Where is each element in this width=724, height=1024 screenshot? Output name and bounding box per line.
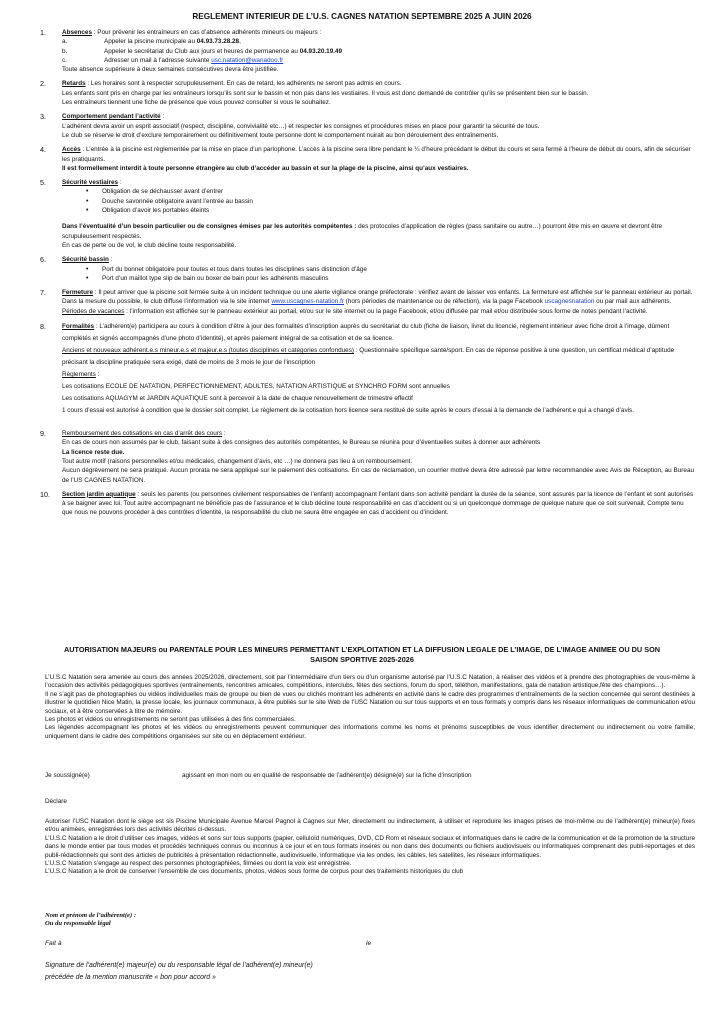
- rule-fermeture: [0, 288, 724, 316]
- rule-bold-line: La licence reste due.: [62, 448, 125, 456]
- authorization-title-line2: SAISON SPORTIVE 2025-2026: [310, 655, 414, 664]
- bullet-icon: •: [86, 188, 89, 196]
- rule-number: 5.: [40, 178, 46, 188]
- bullet-icon: •: [86, 274, 89, 282]
- rule-text: : L’entrée à la piscine est règlementée par la mise en place d’un parlophone. L’accès à la piscine sera libre pendant le ¼ d’heure précédant le début du cours et sera fermé à l’heure de début du cours, afin de sécuriser les pratiquants.: [62, 146, 691, 163]
- rule-number: 9.: [40, 429, 46, 439]
- rule-line: Les cotisations ECOLE DE NATATION, PERFECTIONNEMENT, ADULTES, NATATION ARTISTIQUE et SYNCHRO FORM sont annuelles: [62, 383, 450, 391]
- rule-line: Les cotisations AQUAGYM et JARDIN AQUATIQUE sont à percevoir à la date de chaque renouvellement de trimestre effectif: [62, 395, 413, 403]
- rule-line: 1 cours d’essai est autorisé à condition que le dossier soit complet. Le règlement de la cotisation hors licence sera restitué de suite après le cours d’essai à la demande de l’adhérent.e qui a changé d’avis.: [62, 407, 634, 415]
- bullet-text: Obligation d’avoir les portables éteints: [102, 207, 210, 215]
- sub-item: [62, 56, 694, 65]
- rule-text: (hors périodes de maintenance ou de réfection), via la page Facebook: [343, 298, 545, 306]
- document-title: REGLEMENT INTERIEUR DE L’U.S. CAGNES NATATION SEPTEMBRE 2025 A JUIN 2026: [192, 12, 532, 21]
- sub-text: Appeler le secrétariat du Club aux jours et heures de permanence au: [104, 47, 300, 55]
- rules-list: [0, 28, 724, 523]
- rule-text: : seuls les parents (ou personnes civilement responsables de l’enfant) accompagnant l’enfant dans son activité pendant la durée de la séance, sont assurés par la licence de l’enfant et sont autorisés à se baigner avec lui. Tout autre accompagnant ne bénéficie pas de l’assurance et le club décline toute responsabilité en cas d’accident ou si un quelconque dommage de quelque nature que ce soit survenait. Compte tenu que nous ne pouvons procéder à des contrôles d’identité, la responsabilité du club ne saura être engagée en cas d’accident ou d’incident.: [62, 490, 694, 517]
- rule-line: L’adhérent devra avoir un esprit associatif (respect, discipline, convivialité etc…) et respecter les consignes et procédures mises en place pour garantir la sécurité de tous.: [62, 122, 540, 130]
- sub-after: ,: [239, 38, 241, 46]
- paragraph: Les photos et vidéos ou enregistrements ne seront pas utilisées à des fins commerciales.: [45, 716, 296, 724]
- rule-subheading: Anciens et nouveaux adhérent.e.s mineur.e.s et majeur.e.s (toutes disciplines et catégories confondues): [62, 347, 354, 355]
- le-label: le: [366, 940, 372, 947]
- rule-text: :: [160, 113, 165, 121]
- rule-number: 6.: [40, 255, 46, 265]
- signature-line2: précédée de la mention manuscrite « bon pour accord »: [45, 973, 216, 981]
- declare-label: Déclare: [45, 798, 67, 805]
- authorization-title-line1: AUTORISATION MAJEURS ou PARENTALE POUR LES MINEURS PERMETTANT L’EXPLOITATION ET LA DIFFUSION LEGALE DE L’IMAGE, DE L’IMAGE ANIMEE OU DU SON: [63, 645, 661, 654]
- bullet-item: [62, 187, 694, 196]
- authorization-paragraphs-2: [45, 818, 695, 877]
- rule-heading: Section jardin aquatique: [62, 490, 136, 498]
- rule-number: 7.: [40, 288, 46, 298]
- rule-text: :: [95, 371, 100, 379]
- rule-heading: Sécurité bassin: [62, 256, 109, 264]
- rule-subheading: Périodes de vacances: [62, 307, 125, 315]
- sub-letter: a.: [62, 38, 68, 46]
- rule-text: :: [118, 179, 122, 187]
- sub-item: [62, 47, 694, 56]
- rule-number: 4.: [40, 145, 46, 155]
- rule-text: : l’information est affichée sur le panneau extérieur au portail, et/ou sur le site internet ou la page Facebook, et/ou diffusée par mail et/ou distribuée sous forme de notes pendant l’activité.: [124, 307, 648, 315]
- bullet-item: [62, 197, 694, 206]
- bullet-text: Obligation de se déchausser avant d’entrer: [102, 188, 223, 196]
- rule-heading: Formalités: [62, 323, 95, 331]
- rule-line: Les entraîneurs tiennent une fiche de présence que vous pouvez consulter si vous le souhaitez.: [62, 99, 331, 107]
- bullet-text: Port d’un maillot type slip de bain ou boxer de bain pour les adhérents masculins: [102, 274, 329, 282]
- rule-line: Aucun dégrèvement ne sera pratiqué. Aucun prorata ne sera appliqué sur le paiement des cotisations. En cas de réclamation, un courrier motivé devra être adressé par lettre recommandée avec Avis de Réception, au Bureau de l’US CAGNES NATATION.: [62, 467, 694, 484]
- rule-number: 1.: [40, 28, 46, 37]
- rule-text: : Il peut arriver que la piscine soit fermée suite à un incident technique ou une alerte vigilance orange préfectorale : vérifiez avant de laisser vos enfants. La fermeture est affichée sur le panneau extérieur au portail. Dans la mesure du possible, le club diffuse l’information via le site internet: [62, 289, 693, 306]
- sub-item: [62, 37, 694, 46]
- bullet-item: [62, 265, 694, 274]
- rule-text: : Questionnaire spécifique santé/sport. En cas de réponse positive à une question, un certificat médical d’aptitude précisant la discipline pratiquée sera exigé, daté de moins de 3 mois le jour de l’inscription: [62, 347, 675, 367]
- rule-securite-vestiaires: [0, 178, 724, 250]
- facebook-link[interactable]: uscagnesnatation: [544, 298, 595, 306]
- bullet-item: [62, 206, 694, 215]
- rule-text: : Les horaires sont à respecter scrupuleusement. En cas de retard, les adhérents ne seront pas admis en cours.: [85, 80, 402, 88]
- rule-number: 10.: [40, 489, 50, 499]
- rule-text: ou par mail aux adhérents.: [594, 298, 672, 306]
- rule-text: des protocoles d’application de règles (pass sanitaire ou autre…) pourront être mis en œuvre et devront être scrupuleusement respectés.: [62, 223, 663, 240]
- nom-line1: Nom et prénom de l’adhérent(e) :: [45, 912, 137, 919]
- nom-line2: Ou du responsable légal: [45, 920, 111, 928]
- rule-acces: [0, 145, 724, 173]
- phone-secretariat: 04.93.20.19.49: [299, 47, 343, 55]
- rule-comportement: [0, 112, 724, 140]
- nom-prenom-label: [45, 912, 136, 929]
- paragraph: Les légendes accompagnant les photos et les vidéos ou enregistrements peuvent communiquer des informations comme les noms et prénoms susceptibles de vous identifier directement ou indirectement ou votre famille, uniquement dans le cadre des compétitions organisées sur site ou en déplacement extérieur.: [45, 724, 695, 740]
- rule-jardin-aquatique: [0, 490, 724, 518]
- paragraph: L’U.S.C Natation s’engage au respect des personnes photographiées, filmées ou dont la voix est enregistrée.: [45, 860, 352, 868]
- rule-text: Toute absence supérieure à deux semaines consécutives devra être justifiée.: [62, 66, 279, 74]
- sub-text: Adresser un mail à l’adresse suivante: [104, 56, 212, 64]
- rule-heading: Retards: [62, 80, 86, 88]
- rule-number: 2.: [40, 79, 46, 89]
- bullet-icon: •: [86, 265, 89, 273]
- rule-text: :: [108, 256, 113, 264]
- sub-text: Appeler la piscine municipale au: [104, 38, 197, 46]
- rule-absences: [0, 28, 724, 74]
- rule-line: En cas de cours non assumés par le club, faisant suite à des consignes des autorités compétentes, le Bureau se réunira pour d’éventuelles suites à donner aux adhérents: [62, 439, 541, 447]
- phone-pool: 04.93.73.28.28: [196, 38, 240, 46]
- bullet-icon: •: [86, 207, 89, 215]
- rule-remboursement: [0, 429, 724, 485]
- soussigne-label: Je soussigné(e): [45, 772, 90, 779]
- authorization-title: [20, 645, 704, 665]
- signature-line1: Signature de l’adhérent(e) majeur(e) ou du responsable légal de l’adhérent(e) mineur(e): [45, 962, 313, 969]
- rule-bold-lead: Dans l’éventualité d’un besoin particulier ou de consignes émises par les autorités compétentes :: [62, 223, 357, 231]
- paragraph: L’U.S.C Natation a le droit de conserver l’ensemble de ces documents, photos, vidéos sous forme de corpus pour des traitements historiques du club: [45, 868, 464, 876]
- rule-line: En cas de perte ou de vol, le club décline toute responsabilité.: [62, 241, 237, 249]
- signature-instruction: [45, 960, 313, 983]
- paragraph: L’U.S.C Natation sera amenée au cours des années 2025/2026, directement, soit par l’intermédiaire d’un tiers ou d’un organisme autorisé par l’U.S.C Natation, à réaliser des vidéos et à prendre des photographies de vous-même à l’occasion des activités pédagogiques sportives (entraînements, rencontres amicales, compétitions, interclubs, fêtes des sections, forum du sport, téléthon, manifestations, gala de natation artistique,fête des champions…).: [45, 674, 695, 690]
- rule-bold-line: Il est formellement interdit à toute personne étrangère au club d’accéder au bassin et sur la plage de la piscine, ainsi qu’aux vestiaires.: [62, 164, 469, 172]
- website-link[interactable]: www.uscagnes-natation.fr: [271, 298, 344, 306]
- sub-letter: b.: [62, 47, 68, 55]
- rule-heading: Comportement pendant l’activité: [62, 113, 161, 121]
- sub-letter: c.: [62, 56, 67, 64]
- soussigne-text: agissant en mon nom ou en qualité de responsable de l’adhérent(e) désigné(e) sur la fiche d’inscription: [182, 772, 472, 779]
- rule-number: 3.: [40, 112, 46, 122]
- authorization-paragraphs: [45, 674, 695, 741]
- rule-heading: Accès: [62, 146, 81, 154]
- bullet-text: Port du bonnet obligatoire pour toutes et tous dans toutes les disciplines sans distinction d’âge: [102, 265, 367, 273]
- rule-heading: Absences: [62, 29, 92, 36]
- paragraph: Il ne s’agit pas de photographies ou vidéos individuelles mais de groupe ou bien de vues ou clichés montrant les adhérents en activité dans le cadre des programmes d’entraînements de la section concernée qui seront destinées à illustrer le quotidien Nice Matin, la presse locale, les journaux communaux, à être publiés sur le site Web de l’USC Natation ou sur tous supports et en tous formats y compris dans les réseaux informatiques de communication et/ou sociaux, et à être conservées à titre de mémoire.: [45, 690, 695, 715]
- rule-line: Les enfants sont pris en charge par les entraîneurs lorsqu’ils sont sur le bassin et non pas dans les vestiaires. Il vous est donc demandé de contrôler qu’ils se présentent bien sur le bassin.: [62, 89, 589, 97]
- bullet-icon: •: [86, 197, 89, 205]
- paragraph: L’U.S.C Natation a le droit d’utiliser ces images, vidéos et sons sur tous supports (papier, celluloïd numériques, DVD, CD Rom et réseaux sociaux et informatiques dans le cadre de la communication et de la promotion de la structure dans le monde entier par tous modes et procédés techniques connus ou inconnus à ce jour et en tous formats insérés ou non dans des documents ou fichiers audiovisuels ou informatiques comprenant des publi-reportages et des publi-rédactionnels qui sont des articles de publicités à présentation rédactionnelle, audiovisuelle, informatique via les ondes, les câbles, les satellites, les réseaux informatiques.: [45, 834, 695, 859]
- rule-heading: Fermeture: [62, 289, 94, 297]
- rule-heading: Sécurité vestiaires: [62, 179, 119, 187]
- bullet-text: Douche savonnée obligatoire avant l’entrée au bassin: [102, 197, 253, 205]
- paragraph: Autoriser l’USC Natation dont le siège est sis Piscine Municipale Avenue Marcel Pagnol à Cagnes sur Mer, directement ou indirectement, à utiliser et reproduire les images prises de moi-même ou de l’adhérent(e) mineur(e) fixes et/ou animées, enregistrées lors des activités décrites ci-dessus.: [45, 818, 695, 834]
- rule-retards: [0, 79, 724, 107]
- rule-text: :: [222, 430, 226, 438]
- rule-text: : Pour prévenir les entraîneurs en cas d’absence adhérents mineurs ou majeurs :: [91, 29, 322, 36]
- rule-text: : L’adhérent(e) participera au cours à condition d’être à jour des formalités d’inscription auprès du secrétariat du club (fiche de liaison, livret du licencié, règlement intérieur avec fiche droit à l’image, dûment complétés et signés accompagnés d’une photo d’identité), et après paiement intégral de sa cotisation et de sa licence.: [62, 323, 670, 343]
- rule-line: Tout autre motif (raisons personnelles et/ou médicales, changement d’avis, etc …) ne donnera pas lieu à un remboursement.: [62, 457, 413, 465]
- rule-securite-bassin: [0, 255, 724, 283]
- rule-formalites: [0, 321, 724, 417]
- rule-line: Le club se réserve le droit d’exclure temporairement ou définitivement toute personne dont le comportement nuirait au bon déroulement des entraînements.: [62, 131, 499, 139]
- reglements-heading: Règlements: [62, 371, 96, 379]
- email-link[interactable]: usc.natation@wanadoo.fr: [211, 56, 284, 64]
- rule-heading: Remboursement des cotisations en cas d’arrêt des cours: [62, 430, 223, 438]
- bullet-item: [62, 274, 694, 283]
- fait-a-label: Fait à: [45, 940, 62, 947]
- rule-number: 8.: [40, 322, 46, 332]
